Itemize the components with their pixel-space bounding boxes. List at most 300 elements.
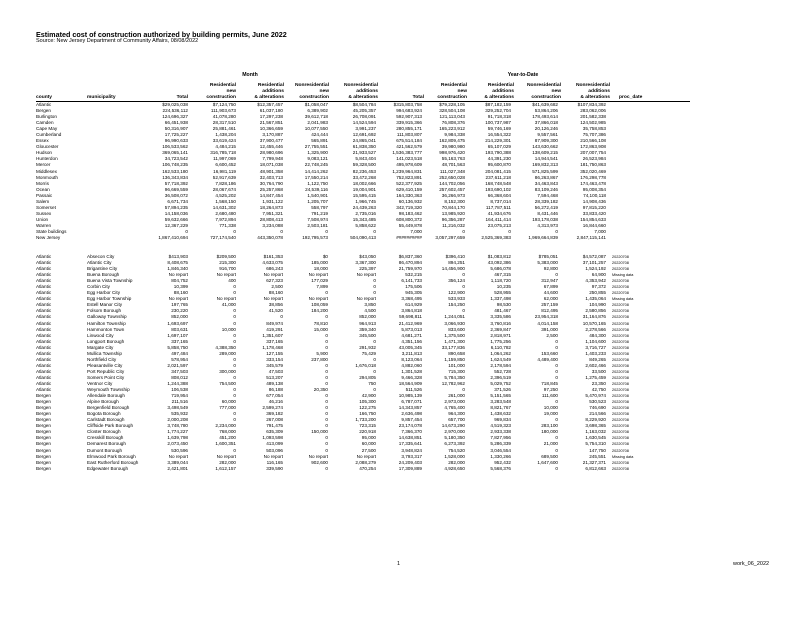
table-cell: 41,520 (268, 308, 283, 314)
table-cell: 20220708 (612, 436, 629, 441)
table-cell: 61,037,180 (259, 108, 283, 114)
table-cell: 41,000 (221, 302, 236, 308)
table-cell: 7,000 (410, 228, 422, 234)
table-cell: 0 (325, 374, 328, 380)
table-cell: 14,456,900 (441, 266, 465, 272)
table-cell: Atlantic (36, 362, 52, 368)
table-cell: 0 (555, 417, 558, 423)
table-cell: 176,298,778 (580, 174, 606, 180)
table-cell: 0 (373, 368, 376, 374)
table-cell: Atlantic (36, 338, 52, 344)
table-cell: 5,029,752 (490, 380, 511, 386)
col-header-ytd-res-add-line2: additions (492, 89, 514, 94)
table-cell: 60,000 (221, 399, 236, 405)
group-ytd: Year-to-Date (507, 72, 539, 78)
table-cell: 289,000 (219, 350, 236, 356)
table-cell: 20220708 (612, 442, 629, 447)
table-cell: 20220708 (612, 345, 629, 350)
col-header-ytd-res-add (468, 83, 514, 101)
table-cell: 283,100 (541, 423, 558, 429)
table-cell: 2,421,801 (167, 465, 188, 471)
table-cell: 1,403,233 (585, 350, 606, 356)
table-cell: 964,913 (359, 320, 376, 326)
table-cell: 5,858,622 (355, 222, 376, 228)
table-cell: 535,932 (171, 411, 188, 417)
table-cell: 15,343,485 (352, 216, 376, 222)
table-cell: 165,223,912 (439, 126, 465, 132)
table-cell: 3,498,549 (167, 405, 188, 411)
table-cell: 312,947 (541, 278, 558, 284)
table-cell: 37,101,257 (582, 260, 606, 266)
table-cell: 39,980,980 (441, 144, 465, 150)
table-cell: 168,748,548 (485, 180, 511, 186)
col-header-ytd-nonres-add (562, 83, 610, 101)
table-cell: 2,178,594 (490, 362, 511, 368)
table-cell: 0 (233, 290, 236, 296)
table-cell: 14,847,454 (259, 192, 283, 198)
table-cell: 530,596 (171, 447, 188, 453)
col-header-nonres-new-line2: new (319, 89, 329, 94)
table-cell: 467,315 (494, 272, 511, 278)
report-tag: work_06_2022 (733, 561, 770, 567)
table-cell: 356,124 (448, 278, 465, 284)
table-cell: 470,254 (359, 465, 376, 471)
table-cell: 0 (325, 465, 328, 471)
table-cell: 17,309,889 (398, 465, 422, 471)
table-cell: 0 (462, 272, 465, 278)
table-cell: 1,733,200 (355, 417, 376, 423)
table-cell: 2,234,000 (215, 423, 236, 429)
table-cell: 771,338 (219, 222, 236, 228)
table-cell: No report (263, 453, 283, 459)
table-cell: 7,899 (316, 284, 328, 290)
table-cell: 504,090,413 (350, 235, 376, 241)
table-cell: 20220708 (612, 406, 629, 411)
table-cell: Ocean (36, 186, 50, 192)
table-cell: 117,787,511 (485, 204, 511, 210)
table-cell: 0 (325, 417, 328, 423)
table-cell: Bergen (36, 399, 51, 405)
table-cell: 1,325,900 (307, 150, 328, 156)
table-cell: 1,244,388 (167, 380, 188, 386)
table-cell: 1,375,500 (444, 332, 465, 338)
table-cell: Missing data (612, 297, 634, 302)
table-cell: 727,174,540 (210, 235, 236, 241)
table-cell: 9,857,454 (401, 417, 422, 423)
table-cell: 1,301,528 (401, 368, 422, 374)
table-cell: Cumberland (36, 132, 62, 138)
table-cell: 57,894,235 (164, 204, 188, 210)
col-header-res-add-line2: additions (262, 89, 284, 94)
table-cell: 5,151,565 (490, 393, 511, 399)
table-cell: 21,327,371 (582, 459, 606, 465)
table-cell: 0 (462, 308, 465, 314)
table-cell: 5,180,350 (444, 435, 465, 441)
table-cell: 3,057,297,659 (435, 235, 465, 241)
table-cell: 66,368,604 (487, 192, 511, 198)
table-cell: 342,719,320 (396, 204, 422, 210)
table-cell: 44,600 (543, 290, 558, 296)
table-cell: $161,353 (263, 254, 283, 259)
table-cell: Bergen (36, 465, 51, 471)
table-cell: 4,525,202 (215, 192, 236, 198)
table-cell: 166,750 (359, 411, 376, 417)
table-cell: 220,918 (359, 429, 376, 435)
table-cell: 627,323 (266, 278, 283, 284)
table-cell: 0 (325, 290, 328, 296)
table-cell: 4,765,400 (444, 405, 465, 411)
table-cell: Bergen (36, 108, 51, 114)
table-cell: 3,066,930 (444, 320, 465, 326)
table-cell: 5,286,339 (490, 441, 511, 447)
table-cell: 14,908,436 (582, 198, 606, 204)
table-cell: 96,669,559 (164, 186, 188, 192)
table-cell: 38,856 (268, 302, 283, 308)
table-cell: 78,810 (313, 320, 328, 326)
table-cell: 3,367,300 (355, 260, 376, 266)
col-header-res-add-line3: & alterations (254, 95, 284, 100)
table-cell: 1,966,745 (355, 198, 376, 204)
table-cell: 21,933,527 (352, 150, 376, 156)
table-cell: Atlantic (36, 272, 52, 278)
table-cell: 23,075,213 (487, 222, 511, 228)
table-cell: 21,567,851 (259, 120, 283, 126)
table-cell: Bergen (36, 459, 51, 465)
table-cell: 0 (325, 362, 328, 368)
col-header-res-new (190, 83, 236, 101)
table-cell: Absecon City (87, 254, 115, 259)
table-cell: 686,243 (266, 266, 283, 272)
table-cell: 24,439,263 (352, 204, 376, 210)
table-cell: 20220708 (612, 333, 629, 338)
table-cell: Hunterdon (36, 156, 58, 162)
table-cell: 141,023,518 (396, 156, 422, 162)
table-cell: 147,750 (589, 447, 606, 453)
table-cell: 14,944,541 (534, 156, 558, 162)
table-cell: 11,997,069 (213, 156, 236, 162)
table-cell: 497,484 (171, 350, 188, 356)
table-cell: 14,673,290 (441, 423, 465, 429)
col-header-ytd-res-new-line3: construction (437, 95, 467, 100)
table-cell: 267,008 (266, 417, 283, 423)
table-cell: 177,029 (311, 278, 328, 284)
table-cell: Edgewater Borough (87, 465, 129, 471)
table-cell: Buena Vista Township (87, 278, 133, 284)
table-cell: 6,787,071 (401, 399, 422, 405)
table-cell: 533,933 (448, 296, 465, 302)
table-cell: 849,265 (589, 356, 606, 362)
table-cell: 62,000 (543, 296, 558, 302)
table-cell: 106,533,562 (162, 144, 188, 150)
table-cell: 5,873,013 (401, 326, 422, 332)
table-cell: 300,000 (219, 368, 236, 374)
table-cell: New Jersey (36, 235, 61, 241)
table-cell: 24,209,403 (398, 459, 422, 465)
table-cell: Warren (36, 222, 52, 228)
table-cell: 2,073,450 (167, 441, 188, 447)
table-cell: 2,970,000 (444, 429, 465, 435)
table-cell: 180,000 (541, 429, 558, 435)
table-cell: 23,174,078 (398, 423, 422, 429)
table-row (36, 235, 606, 241)
table-cell: 50,316,907 (164, 126, 188, 132)
table-cell: 20220708 (612, 303, 629, 308)
table-cell: 777,000 (219, 405, 236, 411)
table-cell: 0 (325, 368, 328, 374)
table-cell: 8,152,300 (444, 198, 465, 204)
table-cell: 0 (462, 228, 465, 234)
table-cell: No report (308, 453, 328, 459)
table-cell: 2,680,480 (215, 210, 236, 216)
table-cell: 495,978,609 (396, 162, 422, 168)
table-cell: 5,383,000 (537, 260, 558, 266)
municipality-table-body (36, 254, 641, 472)
table-cell: 1,969,664,839 (528, 235, 558, 241)
table-cell: 8,123,064 (401, 356, 422, 362)
table-cell: 4,484,215 (215, 144, 236, 150)
table-cell: Bogota Borough (87, 411, 121, 417)
table-cell: $43,050 (359, 254, 376, 259)
table-cell: 0 (233, 374, 236, 380)
table-cell: 18,564,909 (398, 380, 422, 386)
table-cell: 0 (233, 411, 236, 417)
table-cell: Buena Borough (87, 272, 120, 278)
table-cell: 791,219 (311, 210, 328, 216)
table-cell: 513,207 (266, 374, 283, 380)
table-cell: 10,366,659 (259, 126, 283, 132)
table-cell: 1,697,107 (167, 332, 188, 338)
table-cell: 43,005,345 (398, 344, 422, 350)
table-cell: 0 (280, 228, 283, 234)
table-cell: 14,631,302 (212, 204, 236, 210)
col-header-proc-date: proc_date (619, 95, 643, 100)
table-cell: 2,278,566 (585, 326, 606, 332)
table-cell: 352,020,469 (580, 168, 606, 174)
table-cell: Atlantic (36, 356, 52, 362)
table-cell: 34,723,542 (164, 156, 188, 162)
table-cell: 0 (233, 320, 236, 326)
table-cell: 0 (233, 393, 236, 399)
col-header-ytd-nonres-new-line2: new (551, 89, 561, 94)
table-cell: No report (216, 453, 236, 459)
col-header-nonres-new (285, 83, 329, 101)
table-cell: Somers Point City (87, 374, 125, 380)
table-cell: 162,809,475 (439, 138, 465, 144)
table-cell: 230,220 (171, 308, 188, 314)
table-cell: East Rutherford Borough (87, 459, 139, 465)
table-cell: 2,735,016 (355, 210, 376, 216)
table-cell: 0 (233, 228, 236, 234)
table-cell: 998,976,420 (439, 150, 465, 156)
table-cell: 0 (325, 411, 328, 417)
table-cell: Allendale Borough (87, 393, 125, 399)
table-cell: Union (36, 216, 49, 222)
table-cell: 95,600,870 (487, 162, 511, 168)
table-cell: 0 (185, 228, 188, 234)
table-cell: Atlantic (36, 380, 52, 386)
table-cell: 106,538 (171, 387, 188, 393)
table-cell: Atlantic (36, 308, 52, 314)
table-cell: 20220708 (612, 285, 629, 290)
table-cell: 0 (555, 228, 558, 234)
table-cell: 61,838,350 (352, 144, 376, 150)
table-cell: 2,000,208 (167, 417, 188, 423)
table-cell: 104,990 (589, 302, 606, 308)
table-cell: 33,472,268 (352, 174, 376, 180)
table-cell: 215,300 (219, 260, 236, 266)
table-cell: 849,974 (266, 320, 283, 326)
table-cell: 945,305 (405, 290, 422, 296)
table-cell: Somerset (36, 204, 56, 210)
table-cell: 0 (325, 338, 328, 344)
table-cell: 3,234,088 (262, 222, 283, 228)
table-cell: 1,118,720 (490, 278, 511, 284)
table-cell: 345,579 (266, 362, 283, 368)
table-cell: 6,141,733 (401, 278, 422, 284)
table-cell: $79,228,105 (439, 102, 465, 107)
table-cell: 20220708 (612, 267, 629, 272)
col-header-ytd-nonres-new-line3: construction (531, 95, 561, 100)
table-cell: 127,155 (266, 350, 283, 356)
table-cell: 20220708 (612, 424, 629, 429)
table-cell: 12,455,446 (259, 144, 283, 150)
table-cell: 2,973,000 (444, 399, 465, 405)
table-cell: 14,158,036 (164, 210, 188, 216)
table-cell: 1,624,549 (490, 356, 511, 362)
table-cell: Atlantic (36, 326, 52, 332)
col-header-county: county (36, 95, 53, 100)
table-cell: 59,746,169 (487, 126, 511, 132)
table-cell: 1,163,032 (585, 429, 606, 435)
table-cell: 18,000 (313, 266, 328, 272)
table-cell: 55,163,763 (441, 156, 465, 162)
table-cell: 371,526 (494, 387, 511, 393)
table-cell: 28,808,413 (259, 216, 283, 222)
table-cell: 18,264,873 (259, 204, 283, 210)
table-cell: 8,229,920 (585, 417, 606, 423)
table-cell: 91,718,318 (487, 114, 511, 120)
table-cell: Atlantic (36, 102, 52, 107)
table-cell: 369,065,141 (162, 150, 188, 156)
table-cell: 174,463,478 (580, 180, 606, 186)
table-cell: 339,590 (266, 465, 283, 471)
table-cell: $1,058,047 (304, 102, 328, 107)
table-cell: Missing data (612, 273, 634, 278)
col-header-res-new-line3: construction (206, 95, 236, 100)
table-cell: 4,519,323 (490, 423, 511, 429)
table-cell: 1,630,545 (585, 435, 606, 441)
table-cell: 19,004,901 (352, 186, 376, 192)
table-cell: 75,707,386 (582, 132, 606, 138)
table-cell: 97,250 (543, 387, 558, 393)
municipality-table (36, 254, 641, 472)
table-cell: 111,600 (541, 393, 558, 399)
table-cell: No report (168, 453, 188, 459)
table-cell: 718,845 (541, 380, 558, 386)
table-cell: 20220708 (612, 255, 629, 259)
table-cell: 964,300 (448, 411, 465, 417)
table-cell: 10,985,139 (398, 393, 422, 399)
table-cell: 76,808,376 (441, 120, 465, 126)
table-cell: 3,283,548 (490, 399, 511, 405)
table-cell: Cliffside Park Borough (87, 423, 134, 429)
table-cell: 852,000 (359, 314, 376, 320)
table-cell: 48,901,358 (259, 168, 283, 174)
table-cell: 1,528,000 (444, 453, 465, 459)
table-cell: 14,524,594 (352, 120, 376, 126)
table-cell: 0 (325, 332, 328, 338)
table-cell: 894,251 (448, 260, 465, 266)
table-cell: 9,466,328 (401, 374, 422, 380)
table-cell: 421,562,579 (396, 144, 422, 150)
table-cell: 11,216,032 (442, 222, 465, 228)
table-cell: No report (263, 296, 283, 302)
table-cell: 252,650,028 (439, 174, 465, 180)
table-cell: 192,795,573 (302, 235, 328, 241)
table-cell: 1,867,410,694 (158, 235, 188, 241)
table-cell: 484,300 (589, 332, 606, 338)
table-cell: 614,929 (405, 302, 422, 308)
col-header-nonres-add (330, 83, 378, 101)
table-cell: Atlantic (36, 260, 52, 266)
table-cell: 754,520 (448, 447, 465, 453)
table-cell: 0 (373, 387, 376, 393)
table-cell: 333,154 (266, 356, 283, 362)
page-title: Estimated cost of construction authorized by building permits, June 2022 (36, 30, 287, 39)
table-cell: $29,025,038 (162, 102, 188, 107)
table-cell: 1,351,607 (262, 332, 283, 338)
table-cell: 1,435,064 (585, 296, 606, 302)
table-cell: 1,275,459 (585, 374, 606, 380)
table-cell: 92,800 (543, 266, 558, 272)
table-cell: Atlantic (36, 387, 52, 393)
table-cell: 37,900,477 (259, 138, 283, 144)
table-cell: 83,109,246 (534, 186, 558, 192)
table-cell: 88,160 (173, 290, 188, 296)
table-cell: 20220708 (612, 466, 629, 471)
col-header-res-new-line1: Residential (209, 83, 236, 88)
table-cell: 675,514,184 (396, 138, 422, 144)
table-cell: 24,865,041 (352, 138, 376, 144)
table-cell: Atlantic (36, 320, 52, 326)
table-cell: 451,200 (219, 435, 236, 441)
table-cell: 750 (368, 380, 376, 386)
table-cell: 5,843,404 (355, 156, 376, 162)
table-cell: $4,572,087 (582, 254, 606, 259)
table-cell: 0 (462, 284, 465, 290)
table-cell: 164,330,363 (396, 192, 422, 198)
table-cell: 6,273,392 (444, 441, 465, 447)
table-row (36, 466, 641, 472)
table-cell: 4,489,400 (537, 356, 558, 362)
table-cell: 59,698,811 (399, 314, 422, 320)
table-cell: 14,638,851 (398, 435, 422, 441)
table-cell: 37,866,018 (534, 120, 558, 126)
table-cell: 558,797 (311, 204, 328, 210)
table-cell: 0 (233, 362, 236, 368)
table-cell: 1,647,600 (537, 459, 558, 465)
table-cell: 60,136,932 (398, 198, 422, 204)
table-cell: 1,774,227 (167, 429, 188, 435)
table-cell: 197,765 (171, 302, 188, 308)
col-header-nonres-new-line1: Nonresidential (295, 83, 329, 88)
table-cell: 138,609,215 (532, 150, 558, 156)
table-cell: 33,833,420 (582, 210, 606, 216)
table-cell: 20220708 (612, 327, 629, 332)
table-cell: 291,932 (359, 344, 376, 350)
col-header-ytd-res-new-line1: Residential (440, 83, 467, 88)
table-cell: 1,064,262 (490, 350, 511, 356)
